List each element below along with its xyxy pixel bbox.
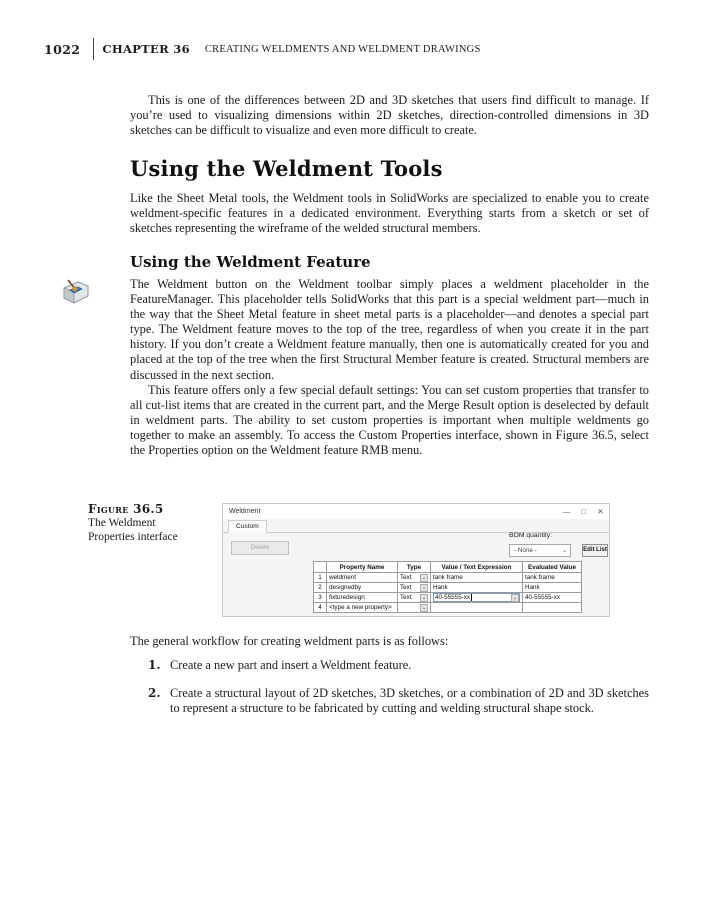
table-row bbox=[314, 583, 582, 593]
bom-quantity-select[interactable] bbox=[509, 544, 571, 557]
type-header: Type bbox=[398, 562, 431, 573]
intro-paragraph: This is one of the differences between 2D and 3D sketches that users find difficult to manage. If you’re used to visualizing dimensions within 2D sketches, direction-controlled dimensions in 3D sketches can be difficult to visualize and even more difficult to create. bbox=[130, 93, 649, 138]
header-divider bbox=[93, 38, 94, 60]
type-dropdown-icon[interactable]: ⌄ bbox=[421, 584, 427, 591]
chapter-title: CREATING WELDMENTS AND WELDMENT DRAWINGS bbox=[204, 43, 481, 55]
section-lead-paragraph: Like the Sheet Metal tools, the Weldment tools in SolidWorks are specialized to enable you to create weldment-specific features in a dedicated environment. Everything starts from a sketch or set of sketches representing the wireframe of the welded structural members. bbox=[130, 191, 649, 236]
bom-quantity-value: - None - bbox=[514, 547, 537, 554]
type-dropdown-icon[interactable]: ⌄ bbox=[421, 604, 427, 611]
evaluated-cell: 40-55555-xx bbox=[523, 593, 582, 603]
weldment-properties-dialog bbox=[222, 503, 610, 617]
property-name-cell[interactable]: designedby bbox=[327, 583, 398, 593]
step-number: 1. bbox=[148, 658, 161, 672]
property-name-cell[interactable]: fixturedesign bbox=[327, 593, 398, 603]
bom-quantity-label: BOM quantity: bbox=[509, 532, 553, 539]
page-number: 1022 bbox=[44, 41, 81, 57]
table-row bbox=[314, 593, 582, 603]
weldment-feature-icon bbox=[58, 276, 92, 306]
figure-caption-line1: The Weldment bbox=[88, 517, 156, 529]
evaluated-header: Evaluated Value bbox=[523, 562, 582, 573]
workflow-step bbox=[148, 658, 649, 673]
value-header: Value / Text Expression bbox=[431, 562, 523, 573]
workflow-intro: The general workflow for creating weldment parts is as follows: bbox=[130, 634, 449, 648]
maximize-icon[interactable]: □ bbox=[581, 507, 586, 516]
value-cell[interactable]: tank frame bbox=[431, 573, 523, 583]
dialog-titlebar[interactable] bbox=[223, 504, 609, 519]
type-cell[interactable]: Text ⌄ bbox=[398, 583, 431, 593]
value-combo-cell[interactable]: 40-55555-xx ⌄ bbox=[431, 593, 523, 603]
table-header-row bbox=[314, 562, 582, 573]
text-cursor bbox=[471, 594, 472, 601]
subsection-title: Using the Weldment Feature bbox=[130, 253, 371, 271]
section-title: Using the Weldment Tools bbox=[130, 156, 443, 181]
chapter-number: CHAPTER 36 bbox=[102, 42, 190, 56]
step-text: Create a new part and insert a Weldment feature. bbox=[170, 658, 412, 672]
dialog-title: Weldment bbox=[229, 508, 261, 515]
feature-paragraph-1: The Weldment button on the Weldment toolbar simply places a weldment placeholder in the FeatureManager. This placeholder tells SolidWorks that this part is a special weldment part—much in the way that the Sheet Metal feature in sheet metal parts is a placeholder—and denotes a special part type. The Weldment feature moves to the top of the tree, regardless of when you create it in the part history. If you don’t create a Weldment feature manually, then one is automatically created for you and placed at the top of the tree when the first Structural Member feature is created. Structural members are discussed in the next section. bbox=[130, 277, 649, 382]
close-icon[interactable]: ✕ bbox=[597, 507, 604, 516]
feature-paragraph-2: This feature offers only a few special default settings: You can set custom properties that transfer to all cut-list items that are created in the current part, and the Merge Result option is deselected by default in weldment parts. The ability to set custom properties is important when multiple weldments go together to make an assembly. To access the Custom Properties interface, shown in Figure 36.5, select the Properties option on the Weldment feature RMB menu. bbox=[130, 382, 649, 458]
property-name-header: Property Name bbox=[327, 562, 398, 573]
window-controls bbox=[558, 504, 609, 519]
value-dropdown-icon[interactable]: ⌄ bbox=[512, 594, 518, 601]
evaluated-cell bbox=[523, 603, 582, 613]
type-cell[interactable]: Text ⌄ bbox=[398, 593, 431, 603]
edit-list-button[interactable]: Edit List bbox=[582, 544, 608, 557]
table-row bbox=[314, 573, 582, 583]
row-number[interactable]: 4 bbox=[314, 603, 327, 613]
row-number[interactable]: 3 bbox=[314, 593, 327, 603]
subsection-body bbox=[130, 277, 649, 458]
row-number[interactable]: 2 bbox=[314, 583, 327, 593]
running-head bbox=[44, 38, 481, 60]
figure-caption bbox=[88, 502, 218, 544]
type-cell[interactable] bbox=[398, 603, 431, 613]
step-number: 2. bbox=[148, 686, 161, 700]
table-row bbox=[314, 603, 582, 613]
property-name-cell[interactable]: weldment bbox=[327, 573, 398, 583]
dialog-tabstrip bbox=[223, 519, 609, 533]
type-dropdown-icon[interactable]: ⌄ bbox=[421, 594, 427, 601]
tab-custom[interactable]: Custom bbox=[228, 520, 267, 533]
type-dropdown-icon[interactable]: ⌄ bbox=[421, 574, 427, 581]
figure-caption-line2: Properties interface bbox=[88, 531, 178, 543]
row-number-header bbox=[314, 562, 327, 573]
workflow-step bbox=[148, 686, 649, 716]
evaluated-cell: tank frame bbox=[523, 573, 582, 583]
chevron-down-icon: ⌄ bbox=[561, 547, 567, 554]
new-property-cell[interactable]: <type a new property> bbox=[327, 603, 398, 613]
minimize-icon[interactable]: — bbox=[562, 507, 571, 516]
step-text: Create a structural layout of 2D sketches, 3D sketches, or a combination of 2D and 3D sketches to represent a structure to be fabricated by cutting and welding structural shape stock. bbox=[170, 686, 649, 716]
value-cell[interactable] bbox=[431, 603, 523, 613]
type-cell[interactable]: Text ⌄ bbox=[398, 573, 431, 583]
evaluated-cell: Hank bbox=[523, 583, 582, 593]
value-cell[interactable]: Hank bbox=[431, 583, 523, 593]
row-number[interactable]: 1 bbox=[314, 573, 327, 583]
custom-properties-table bbox=[313, 561, 582, 613]
delete-button[interactable]: Delete bbox=[231, 541, 289, 555]
figure-label: Figure 36.5 bbox=[88, 502, 164, 516]
